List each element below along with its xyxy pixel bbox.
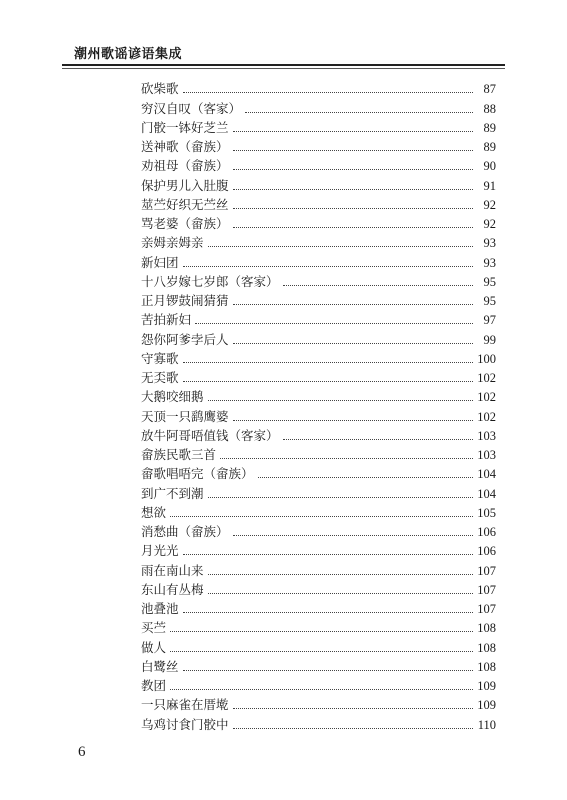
toc-entry-page: 105: [477, 505, 496, 520]
toc-entry-title: 东山有丛梅: [141, 581, 204, 597]
toc-entry-page: 109: [477, 698, 496, 713]
toc-entry-title: 亲姆亲姆亲: [141, 235, 204, 251]
dot-leader: [283, 439, 473, 440]
toc-entry[interactable]: [141, 328, 496, 347]
toc-entry-title: 正月锣鼓闹猜猜: [141, 293, 229, 308]
toc-entry[interactable]: [141, 617, 496, 636]
toc-entry-title: 池叠池: [141, 601, 179, 616]
toc-entry[interactable]: [141, 367, 496, 386]
toc-entry-title: 骂老婆（畲族）: [141, 216, 229, 231]
book-title: 潮州歌谣谚语集成: [74, 47, 183, 62]
toc-entry-page: 100: [477, 351, 496, 366]
toc-entry[interactable]: [141, 636, 496, 655]
dot-leader: [258, 477, 473, 478]
toc-entry[interactable]: [141, 675, 496, 694]
toc-entry-title: 月光光: [141, 543, 179, 559]
toc-entry-title: 畲族民歌三首: [141, 447, 217, 462]
toc-entry-page: 107: [477, 602, 496, 616]
toc-entry-page: 103: [477, 448, 496, 462]
toc-entry-title: 雨在南山来: [141, 562, 204, 578]
toc-entry[interactable]: [141, 271, 496, 290]
toc-entry-page: 108: [477, 659, 496, 674]
toc-entry-title: 无奀歌: [141, 370, 179, 385]
toc-entry-page: 107: [477, 582, 496, 597]
toc-entry-page: 97: [483, 313, 496, 328]
toc-entry[interactable]: [141, 309, 496, 328]
toc-entry[interactable]: [141, 136, 496, 155]
toc-entry-title: 怨你阿爹孛后人: [141, 331, 229, 347]
toc-entry-title: 做人: [141, 639, 167, 655]
toc-entry[interactable]: [141, 559, 496, 578]
toc-entry-page: 92: [483, 197, 496, 212]
toc-entry[interactable]: [141, 540, 496, 559]
dot-leader: [233, 208, 473, 209]
toc-entry-title: 劝祖母（畲族）: [141, 158, 229, 174]
toc-entry-title: 莁苎好织无苎丝: [141, 196, 229, 212]
dot-leader: [233, 728, 473, 729]
toc-entry-page: 87: [483, 82, 496, 97]
toc-entry-title: 苦拍新妇: [141, 312, 192, 328]
toc-entry-title: 送神歌（畲族）: [141, 139, 229, 154]
dot-leader: [233, 708, 473, 709]
toc-entry-page: 95: [483, 274, 496, 289]
toc-entry-page: 89: [483, 140, 496, 154]
dot-leader: [233, 304, 473, 305]
toc-entry-title: 十八岁嫁七岁郎（客家）: [141, 273, 279, 289]
toc-entry-title: 畲歌唱唔完（畲族）: [141, 466, 254, 482]
toc-entry[interactable]: [141, 213, 496, 232]
toc-entry-page: 103: [477, 428, 496, 443]
toc-entry-page: 107: [477, 563, 496, 578]
toc-entry-page: 93: [483, 255, 496, 270]
toc-entry-page: 106: [477, 525, 496, 539]
dot-leader: [233, 420, 473, 421]
toc-entry[interactable]: [141, 598, 496, 617]
header-rule-thin: [62, 68, 505, 69]
table-of-contents: [141, 78, 496, 733]
toc-entry[interactable]: [141, 174, 496, 193]
toc-entry-title: 一只麻雀在厝墘: [141, 697, 229, 713]
dot-leader: [183, 362, 473, 363]
toc-entry[interactable]: [141, 117, 496, 136]
toc-entry-title: 教团: [141, 678, 167, 693]
dot-leader: [233, 227, 473, 228]
toc-entry[interactable]: [141, 425, 496, 444]
dot-leader: [208, 593, 473, 594]
dot-leader: [233, 343, 473, 344]
toc-entry-title: 天顶一只鹞鹰婆: [141, 408, 229, 424]
toc-entry-title: 消愁曲（畲族）: [141, 524, 229, 539]
dot-leader: [183, 266, 473, 267]
toc-entry-title: 砍柴歌: [141, 81, 179, 97]
toc-entry-page: 108: [477, 621, 496, 636]
dot-leader: [183, 381, 473, 382]
toc-entry-page: 109: [477, 679, 496, 693]
dot-leader: [233, 189, 473, 190]
toc-entry-page: 104: [477, 486, 496, 501]
toc-entry-title: 保护男儿入肚腹: [141, 177, 229, 193]
toc-entry-page: 110: [477, 717, 496, 732]
toc-entry-page: 106: [477, 544, 496, 559]
toc-entry[interactable]: [141, 78, 496, 97]
toc-entry[interactable]: [141, 694, 496, 713]
dot-leader: [208, 400, 473, 401]
toc-entry-title: 想欲: [141, 504, 167, 520]
toc-entry-page: 108: [477, 640, 496, 655]
dot-leader: [208, 574, 473, 575]
toc-entry-title: 白鹭丝: [141, 658, 179, 674]
header-rule: [62, 64, 505, 66]
dot-leader: [183, 554, 473, 555]
toc-entry[interactable]: [141, 656, 496, 675]
toc-entry[interactable]: [141, 232, 496, 251]
toc-entry-title: 穷汉自叹（客家）: [141, 100, 242, 116]
dot-leader: [170, 631, 473, 632]
toc-entry-page: 88: [483, 101, 496, 116]
toc-entry-page: 93: [483, 236, 496, 251]
toc-entry[interactable]: [141, 579, 496, 598]
toc-entry-page: 91: [483, 178, 496, 193]
dot-leader: [170, 689, 473, 690]
toc-entry[interactable]: [141, 713, 496, 732]
toc-entry-title: 放牛阿哥唔值钱（客家）: [141, 427, 279, 443]
toc-entry[interactable]: [141, 502, 496, 521]
toc-entry-title: 到广不到潮: [141, 485, 204, 501]
dot-leader: [208, 246, 473, 247]
toc-entry[interactable]: [141, 521, 496, 540]
toc-entry-page: 89: [483, 120, 496, 135]
toc-entry-title: 买苎: [141, 620, 167, 636]
dot-leader: [195, 323, 473, 324]
toc-entry-title: 门骹一钵好芝兰: [141, 119, 229, 135]
toc-entry[interactable]: [141, 463, 496, 482]
toc-entry[interactable]: [141, 348, 496, 367]
dot-leader: [233, 169, 473, 170]
toc-entry-title: 大鹅咬细鹅: [141, 389, 204, 405]
toc-entry-page: 99: [483, 332, 496, 347]
dot-leader: [183, 612, 473, 613]
toc-entry-title: 守寡歌: [141, 350, 179, 366]
dot-leader: [170, 651, 473, 652]
toc-entry-page: 104: [477, 467, 496, 482]
running-header: [62, 38, 505, 66]
toc-entry-page: 90: [483, 159, 496, 174]
toc-entry-page: 102: [477, 390, 496, 405]
dot-leader: [183, 92, 473, 93]
toc-entry-page: 95: [483, 294, 496, 308]
toc-entry[interactable]: [141, 97, 496, 116]
dot-leader: [233, 150, 473, 151]
toc-entry[interactable]: [141, 251, 496, 270]
dot-leader: [208, 497, 473, 498]
dot-leader: [170, 516, 473, 517]
toc-entry-page: 102: [477, 371, 496, 385]
page-number: 6: [78, 744, 86, 760]
toc-entry-page: 102: [477, 409, 496, 424]
toc-entry[interactable]: [141, 444, 496, 463]
toc-entry-page: 92: [483, 217, 496, 231]
toc-entry[interactable]: [141, 405, 496, 424]
toc-entry-title: 乌鸡讨食门骹中: [141, 716, 229, 732]
toc-entry[interactable]: [141, 290, 496, 309]
toc-entry[interactable]: [141, 155, 496, 174]
dot-leader: [283, 285, 473, 286]
dot-leader: [245, 112, 473, 113]
dot-leader: [233, 131, 473, 132]
dot-leader: [233, 535, 473, 536]
dot-leader: [220, 458, 473, 459]
toc-entry[interactable]: [141, 386, 496, 405]
dot-leader: [183, 670, 473, 671]
toc-entry[interactable]: [141, 194, 496, 213]
toc-entry[interactable]: [141, 482, 496, 501]
toc-entry-title: 新妇团: [141, 254, 179, 270]
